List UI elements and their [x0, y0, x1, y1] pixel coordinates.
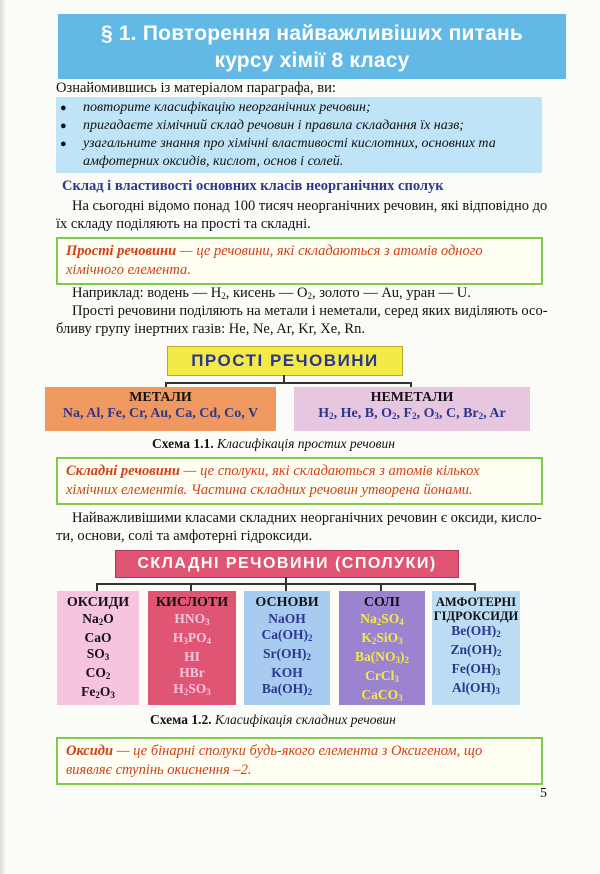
- definition-complex-substances: Складні речовини — це сполуки, які складаються з атомів кількох хімічних елементів. Частина складних речовин утворена йонами.: [56, 457, 543, 505]
- paragraph-1-line-2: їх складу поділяють на прості та складні.: [56, 216, 311, 232]
- paragraph-2-line-2: бливу групу інертних газів: He, Ne, Ar, Kr, Xe, Rn.: [56, 321, 365, 337]
- learning-goals-box: ● повторите класифікацію неорганічних речовин; ● пригадаєте хімічний склад речовин і правила складання їх назв; ● узагальните знання про хімічні властивості кислотних, основних та амфотерних оксидів, кислот, основ і солей.: [56, 97, 542, 173]
- examples-line: Наприклад: водень — $H_2$, кисень — $O_2$, золото — Au, уран — U.: [72, 285, 471, 301]
- section-title-line-1: § 1. Повторення найважливіших питань: [101, 22, 523, 45]
- section-title-band: [58, 14, 566, 79]
- definition-simple-substances: Прості речовини — це речовини, які складаються з атомів одного хімічного елемента.: [56, 237, 543, 285]
- bullet-icon: ●: [60, 102, 67, 114]
- bullet-icon: ●: [60, 138, 67, 150]
- term-simple-substances: Прості речовини: [66, 243, 177, 259]
- paragraph-3-line-1: Найважливішими класами складних неорганічних речовин є оксиди, кисло-: [72, 510, 542, 526]
- definition-oxides: Оксиди — це бінарні сполуки будь-якого елемента з Оксигеном, що виявляє ступінь окиснення –2.: [56, 737, 543, 785]
- acids-column: КИСЛОТИ $HNO_3$ $H_3PO_4$ HI HBr $H_2SO_3$: [148, 591, 236, 705]
- amphoteric-column: АМФОТЕРНІ ГІДРОКСИДИ $Be(OH)_2$ $Zn(OH)_2$ $Fe(OH)_3$ $Al(OH)_3$: [432, 591, 520, 705]
- scheme2-caption: Схема 1.2. Класифікація складних речовин: [150, 712, 396, 727]
- bases-label: ОСНОВИ: [255, 595, 319, 610]
- nonmetals-box: [294, 387, 530, 431]
- connector-line: [165, 382, 412, 384]
- page-binding-shadow: [0, 0, 6, 874]
- paragraph-3-line-2: ти, основи, солі та амфотерні гідроксиди.: [56, 528, 313, 544]
- metals-label: МЕТАЛИ: [129, 390, 192, 405]
- section-title-line-2: курсу хімії 8 класу: [214, 49, 410, 72]
- term-oxides: Оксиди: [66, 743, 114, 759]
- scheme1-title-box: ПРОСТІ РЕЧОВИНИ: [167, 346, 403, 376]
- acids-label: КИСЛОТИ: [155, 595, 229, 610]
- page-number: 5: [540, 786, 547, 801]
- scheme2-title-box: СКЛАДНІ РЕЧОВИНИ (СПОЛУКИ): [115, 550, 459, 578]
- oxides-label: ОКСИДИ: [66, 595, 130, 610]
- bases-column: ОСНОВИ NaOH $Ca(OH)_2$ $Sr(OH)_2$ KOH $Ba(OH)_2$: [244, 591, 330, 705]
- scheme1-caption: Схема 1.1. Класифікація простих речовин: [152, 436, 395, 451]
- oxides-column: ОКСИДИ $Na_2O$ CaO $SO_3$ $CO_2$ $Fe_2O_3$: [57, 591, 139, 705]
- paragraph-1-line-1: На сьогодні відомо понад 100 тисяч неорганічних речовин, які відповідно до: [72, 198, 548, 214]
- paragraph-2-line-1: Прості речовини поділяють на метали і неметали, серед яких виділяють осо-: [72, 303, 548, 319]
- metals-list: Na, Al, Fe, Cr, Au, Ca, Cd, Co, V: [62, 406, 259, 421]
- salts-column: СОЛІ $Na_2SO_4$ $K_2SiO_3$ $Ba(NO_3)_2$ CrCl$_3$ CaCO$_3$: [339, 591, 425, 705]
- intro-text: Ознайомившись із матеріалом параграфа, ви:: [56, 80, 336, 96]
- nonmetals-list: $H_2$, He, B, $O_2$, $F_2$, $O_3$, C, $Br_2$, Ar: [318, 406, 506, 421]
- salts-label: СОЛІ: [363, 595, 401, 610]
- subheading: Склад і властивості основних класів неорганічних сполук: [62, 178, 444, 194]
- amphoteric-label: АМФОТЕРНІ ГІДРОКСИДИ: [433, 595, 519, 623]
- bullet-icon: ●: [60, 120, 67, 132]
- metals-box: [45, 387, 276, 431]
- nonmetals-label: НЕМЕТАЛИ: [370, 390, 454, 405]
- term-complex-substances: Складні речовини: [66, 463, 180, 479]
